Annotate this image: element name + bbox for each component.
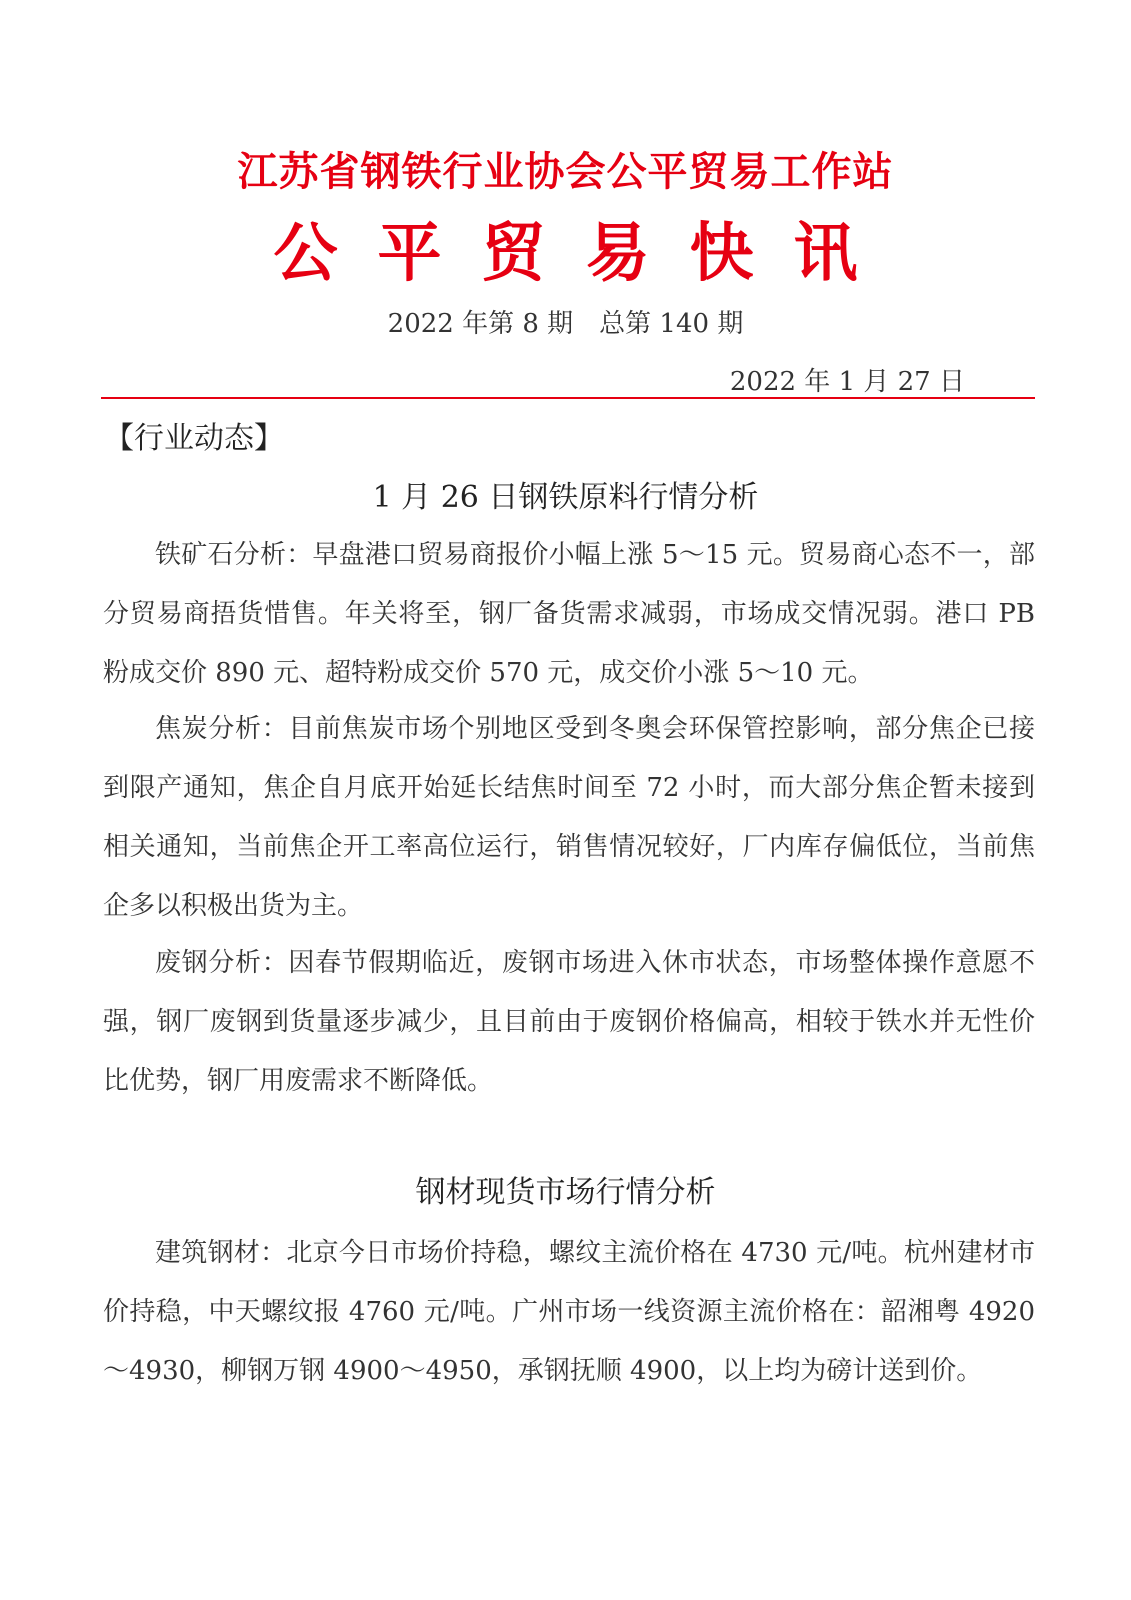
article-title: 1 月 26 日钢铁原料行情分析 bbox=[372, 480, 759, 515]
header-divider bbox=[101, 397, 1035, 399]
publish-date: 2022 年 1 月 27 日 bbox=[729, 367, 965, 397]
paragraph-scrap-steel: 废钢分析：因春节假期临近，废钢市场进入休市状态，市场整体操作意愿不强，钢厂废钢到货量逐步减少，且目前由于废钢价格偏高，相较于铁水并无性价比优势，钢厂用废需求不断降低。 bbox=[103, 948, 1035, 1096]
paragraph-coke: 焦炭分析：目前焦炭市场个别地区受到冬奥会环保管控影响，部分焦企已接到限产通知，焦企自月底开始延长结焦时间至 72 小时，而大部分焦企暂未接到相关通知，当前焦企开工率高位运行，销售情况较好，厂内库存偏低位，当前焦企多以积极出货为主。 bbox=[103, 714, 1035, 921]
issue-number: 2022 年第 8 期 总第 140 期 bbox=[387, 309, 744, 339]
paragraph-iron-ore: 铁矿石分析：早盘港口贸易商报价小幅上涨 5～15 元。贸易商心态不一，部分贸易商捂货惜售。年关将至，钢厂备货需求减弱，市场成交情况弱。港口 PB 粉成交价 890 元、超特粉成交价 570 元，成交价小涨 5～10 元。 bbox=[103, 540, 1035, 688]
section-label: 【行业动态】 bbox=[104, 421, 284, 456]
bulletin-title: 公平贸易快讯 bbox=[273, 217, 898, 291]
article-title: 钢材现货市场行情分析 bbox=[415, 1175, 716, 1210]
organization-title: 江苏省钢铁行业协会公平贸易工作站 bbox=[237, 149, 894, 195]
paragraph-construction-steel: 建筑钢材：北京今日市场价持稳，螺纹主流价格在 4730 元/吨。杭州建材市价持稳，中天螺纹报 4760 元/吨。广州市场一线资源主流价格在：韶湘粤 4920～4930，柳钢万钢 4900～4950，承钢抚顺 4900，以上均为磅计送到价。 bbox=[103, 1238, 1035, 1386]
